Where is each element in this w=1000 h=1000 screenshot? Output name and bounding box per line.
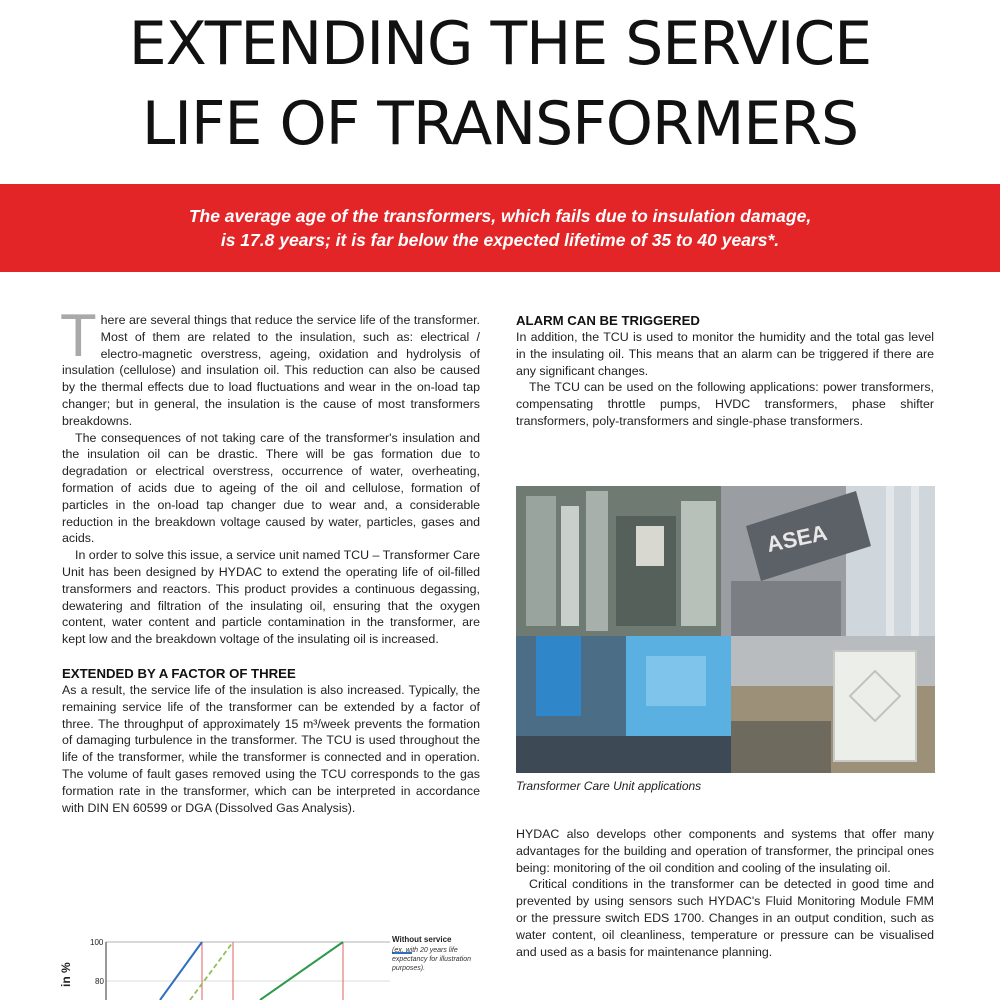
subtitle-banner [0, 184, 1000, 272]
section-heading-factor-three: EXTENDED BY A FACTOR OF THREE [62, 665, 296, 681]
page-title-line2: LIFE OF TRANSFORMERS [141, 89, 859, 159]
ytick-100: 100 [90, 938, 104, 947]
drop-cap: T [60, 302, 97, 369]
factor-three-paragraph: As a result, the service life of the insulation is also increased. Typically, the remaining service life of the transformer can be extended by a factor of three. The throughput of approximately 15 m³/week prevents the formation of damaging turbulence in the transformer. The TCU is used throughout the life of the transformer, while the transformer is connected and in operation. The volume of fault gases removed using the TCU corresponds to the gas formation rate in the transformer, which can be interpreted in accordance with DIN EN 60599 or DGA (Dissolved Gas Analysis). [62, 682, 480, 815]
page-title-line1: EXTENDING THE SERVICE [128, 9, 872, 79]
banner-line2: is 17.8 years; it is far below the expected lifetime of 35 to 40 years*. [220, 230, 780, 250]
legend-note: (ex. with 20 years life expectancy for illustration purposes). [392, 947, 471, 972]
chart-ylabel: in % [59, 962, 73, 987]
alarm-paragraph: In addition, the TCU is used to monitor the humidity and the total gas level in the insulating oil. This means that an alarm can be triggered if there are any significant changes. [516, 330, 934, 378]
left-column [60, 302, 480, 816]
ytick-80: 80 [95, 977, 104, 986]
consequences-paragraph: The consequences of not taking care of the transformer's insulation and the insulation oil can be drastic. There will be gas formation due to degradation or electrical overstress, occurrence of water, overheating, formation of acids due to ageing of the oil and cellulose, formation of particles in the on-load tap changer due to wear and, a considerable reduction in the breakdown voltage caused by water, particles, gases and acids. [62, 430, 480, 546]
intro-text: here are several things that reduce the service life of the transformer. Most of them are related to the insulation, such as: electrical / electro-magnetic overstress, ageing, oxidation and hydrolysis of insulation (cellulose) and insulation oil. This reduction can also be caused by the thermal effects due to load fluctuations and wear in the on-load tap changer; but in general, the insulation is the cause of most transformers breakdowns. [62, 313, 480, 428]
right-column [516, 312, 934, 430]
section-heading-alarm: ALARM CAN BE TRIGGERED [516, 313, 700, 328]
solution-paragraph: In order to solve this issue, a service unit named TCU – Transformer Care Unit has been designed by HYDAC to extend the operating life of oil-filled transformers and reactors. This product provides a continuous degassing, dewatering and filtration of the insulating oil, ensuring that the oxygen content, water content and particle contamination in the transformer, are kept low and the breakdown voltage of the insulating oil is increased. [62, 548, 480, 647]
intro-paragraph [60, 302, 480, 430]
asea-sign: ASEA [764, 519, 830, 558]
applications-paragraph: The TCU can be used on the following applications: power transformers, compensating throttle pumps, HVDC transformers, phase shifter transformers, poly-transformers and single-phase transformers. [516, 380, 934, 428]
critical-conditions-paragraph: Critical conditions in the transformer can be detected in good time and prevented by using sensors such HYDAC's Fluid Monitoring Module FMM or the pressure switch EDS 1700. Changes in an output condition, such as water content, oil cleanliness, temperature or pressure can be visualised and used as a basis for maintenance planning. [516, 877, 934, 959]
components-paragraph: HYDAC also develops other components and systems that offer many advantages for the building and operation of transformer, the principal ones being: monitoring of the oil condition and cooling of the insulating oil. [516, 827, 934, 875]
banner-line1: The average age of the transformers, which fails due to insulation damage, [188, 206, 812, 226]
legend-title: Without service [392, 935, 452, 944]
photo-caption: Transformer Care Unit applications [516, 779, 702, 793]
photo-illustration [516, 486, 935, 773]
right-column-bottom [516, 826, 934, 960]
transformer-photo-collage [516, 486, 935, 773]
series-with-service [260, 942, 343, 1000]
